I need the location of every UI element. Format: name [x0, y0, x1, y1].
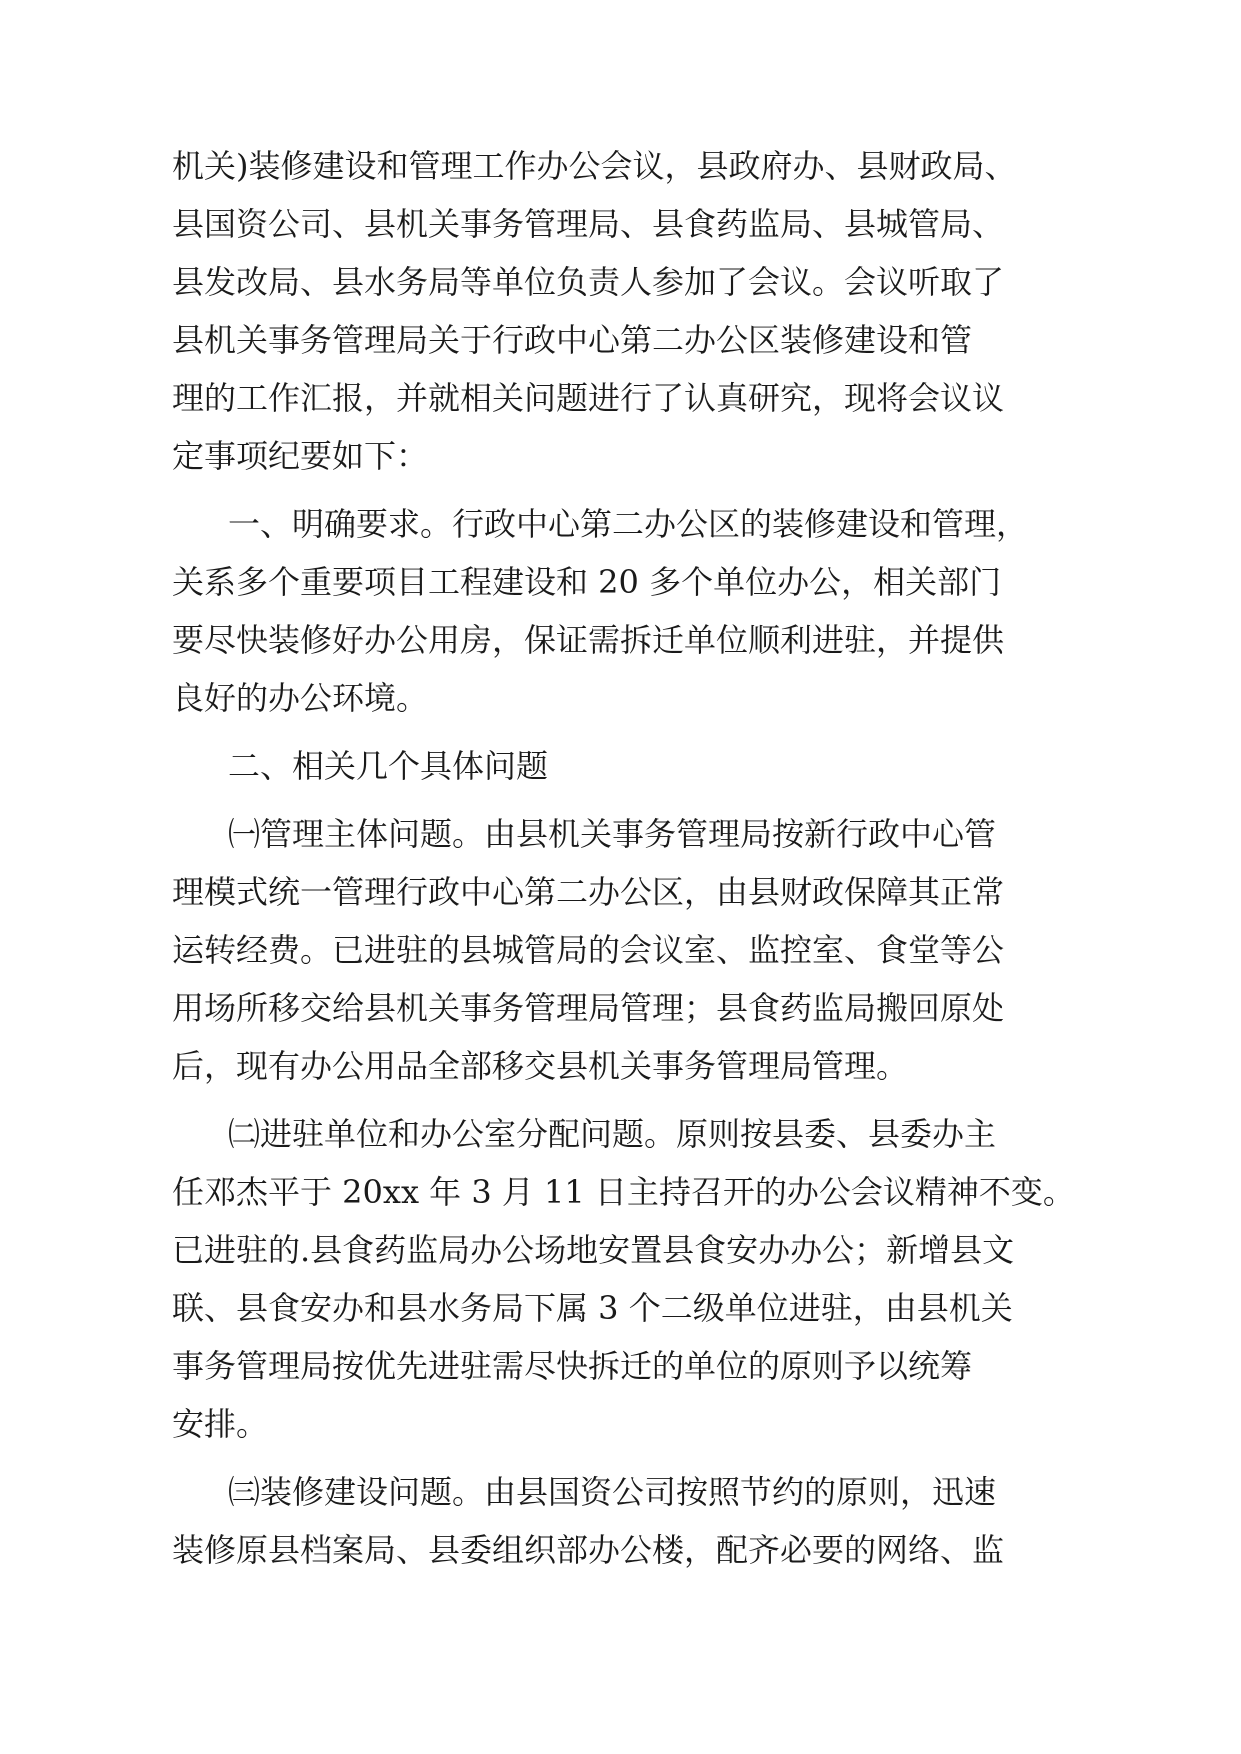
- text-line-content: 关系多个重要项目工程建设和 20 多个单位办公，相关部门: [172, 563, 1002, 601]
- text-line-content: 理的工作汇报，并就相关问题进行了认真研究，现将会议议: [172, 379, 1005, 417]
- text-line-content: 理模式统一管理行政中心第二办公区，由县财政保障其正常: [172, 873, 1005, 911]
- text-line: [0, 919, 1241, 981]
- text-line-content: 良好的办公环境。: [172, 679, 429, 717]
- text-line: [0, 425, 1241, 487]
- text-line: [0, 977, 1241, 1039]
- text-line-content: 后，现有办公用品全部移交县机关事务管理局管理。: [172, 1047, 909, 1085]
- text-line: [0, 609, 1241, 671]
- text-line-content: ㈠管理主体问题。由县机关事务管理局按新行政中心管: [228, 815, 997, 853]
- text-line-content: 县国资公司、县机关事务管理局、县食药监局、县城管局、: [172, 205, 1005, 243]
- text-line: [0, 1519, 1241, 1581]
- text-line: [0, 309, 1241, 371]
- text-line-content: 任邓杰平于 20xx 年 3 月 11 日主持召开的办公会议精神不变。: [172, 1173, 1075, 1211]
- text-line-content: 二、相关几个具体问题: [228, 747, 549, 785]
- text-line-content: ㈡进驻单位和办公室分配问题。原则按县委、县委办主: [228, 1115, 997, 1153]
- text-line-content: 安排。: [172, 1405, 269, 1443]
- text-line-content: 县发改局、县水务局等单位负责人参加了会议。会议听取了: [172, 263, 1005, 301]
- text-line-content: 联、县食安办和县水务局下属 3 个二级单位进驻，由县机关: [172, 1289, 1013, 1327]
- text-line: [0, 1277, 1241, 1339]
- text-line-content: 要尽快装修好办公用房，保证需拆迁单位顺利进驻，并提供: [172, 621, 1005, 659]
- text-line: [0, 861, 1241, 923]
- text-line: [0, 1393, 1241, 1455]
- text-line: [0, 1335, 1241, 1397]
- text-line: [0, 735, 1241, 797]
- text-line: [0, 1035, 1241, 1097]
- text-line-content: 已进驻的.县食药监局办公场地安置县食安办办公；新增县文: [172, 1231, 1015, 1269]
- text-line-content: 一、明确要求。行政中心第二办公区的装修建设和管理，: [228, 505, 1029, 543]
- text-line: [0, 251, 1241, 313]
- text-line: [0, 667, 1241, 729]
- text-line-content: 机关)装修建设和管理工作办公会议，县政府办、县财政局、: [172, 147, 1017, 185]
- text-line: [0, 367, 1241, 429]
- text-line: [0, 1103, 1241, 1165]
- text-line: [0, 493, 1241, 555]
- text-line-content: 用场所移交给县机关事务管理局管理；县食药监局搬回原处: [172, 989, 1005, 1027]
- text-line-content: 运转经费。已进驻的县城管局的会议室、监控室、食堂等公: [172, 931, 1005, 969]
- text-line: [0, 1461, 1241, 1523]
- text-line: [0, 803, 1241, 865]
- text-line-content: 定事项纪要如下：: [172, 437, 429, 475]
- text-line: [0, 135, 1241, 197]
- text-line: [0, 1161, 1241, 1223]
- text-line-content: 装修原县档案局、县委组织部办公楼，配齐必要的网络、监: [172, 1531, 1005, 1569]
- text-line-content: 事务管理局按优先进驻需尽快拆迁的单位的原则予以统筹: [172, 1347, 973, 1385]
- text-line: [0, 193, 1241, 255]
- text-line-content: 县机关事务管理局关于行政中心第二办公区装修建设和管: [172, 321, 973, 359]
- text-line: [0, 551, 1241, 613]
- text-line-content: ㈢装修建设问题。由县国资公司按照节约的原则，迅速: [228, 1473, 997, 1511]
- text-line: [0, 1219, 1241, 1281]
